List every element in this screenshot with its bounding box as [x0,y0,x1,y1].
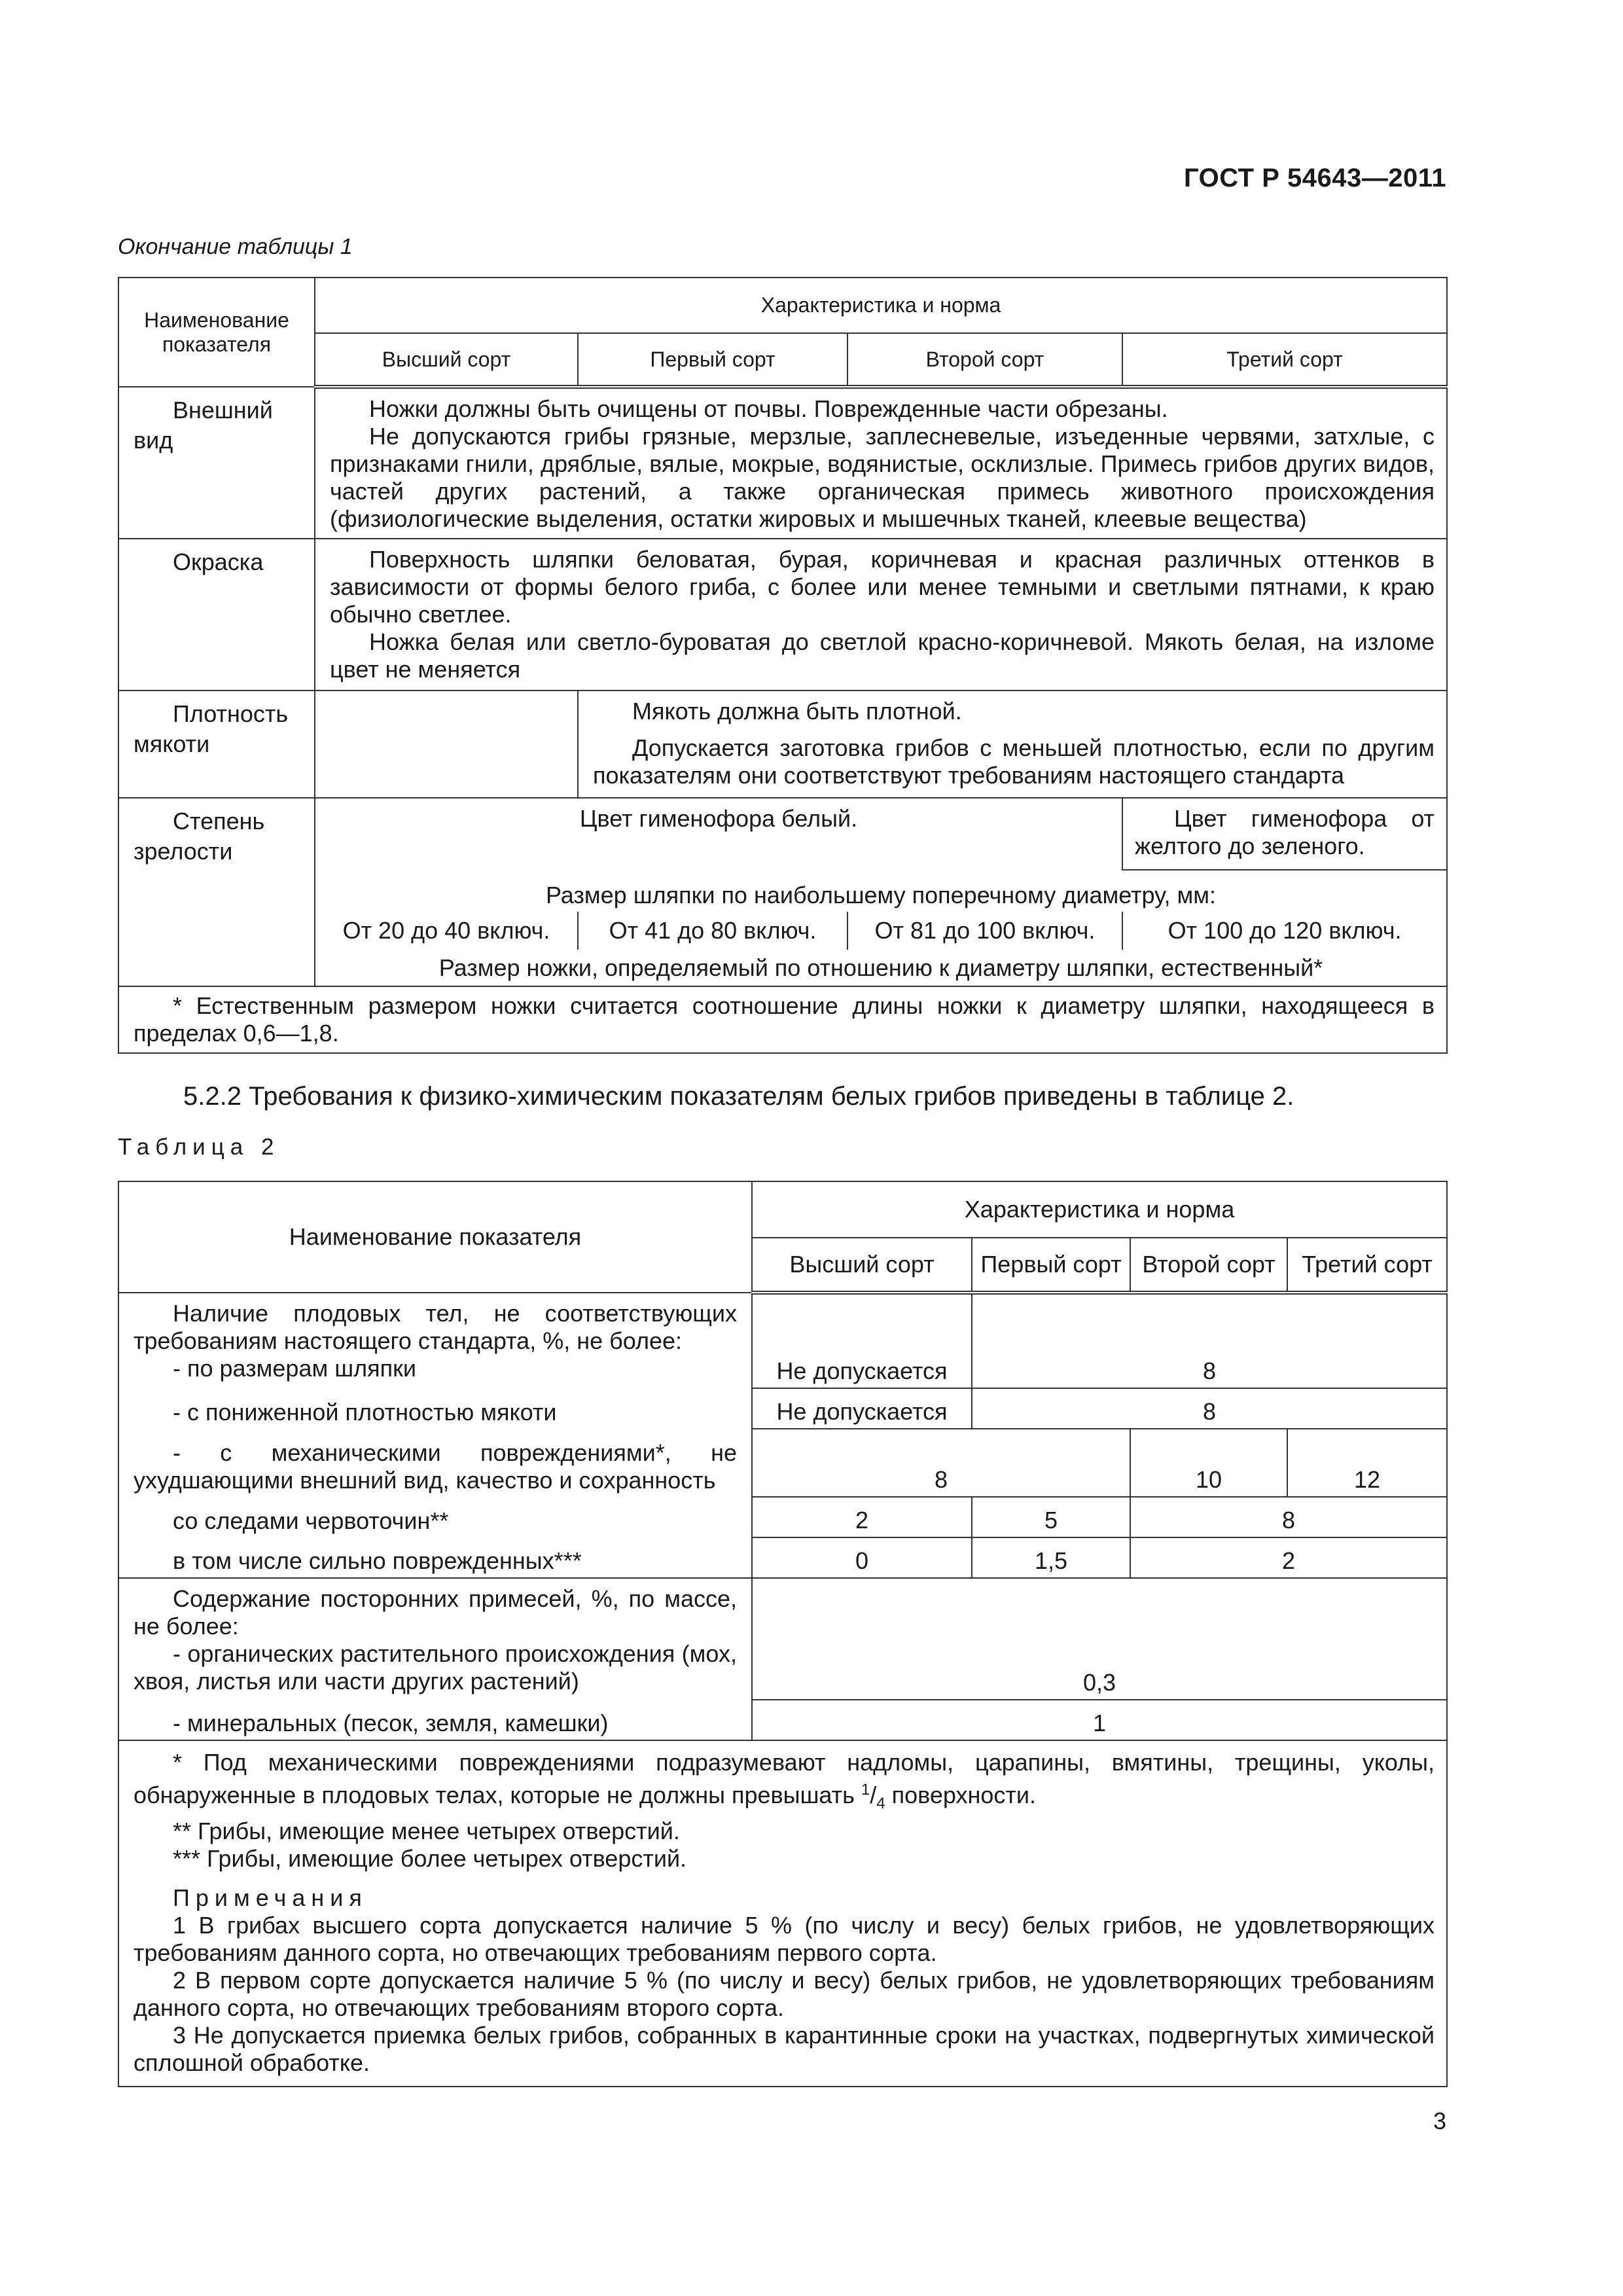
t1-footnote: * Естественным размером ножки считается соотношение длины ножки к диаметру шляпки, находящееся в пределах 0,6—1,8. [118,986,1447,1053]
t2-notes-title: Примечания [173,1884,368,1912]
t1-cap-size: От 81 до 100 включ. [847,912,1122,950]
t2-value: 10 [1130,1429,1287,1497]
t1-row-name: Степень зрелости [118,798,315,986]
t1-cap-size: От 20 до 40 включ. [315,912,578,950]
t2-mineral-label: - минеральных (песок, земля, камешки) [118,1700,752,1740]
t2-note-2: 2 В первом сорте допускается наличие 5 % (по числу и весу) белых грибов, не удовлетворяющих требованиям данного сорта, но отвечающих требованиям второго сорта. [134,1967,1435,2022]
table-1 [118,277,1448,1054]
t2-value: 8 [1130,1497,1447,1537]
t2-value: Не допускается [752,1293,972,1388]
t2-value: 8 [972,1388,1447,1429]
t2-head-grade: Второй сорт [1130,1238,1287,1293]
t2-value: 1 [752,1700,1447,1740]
t1-head-grade: Первый сорт [578,333,847,387]
t2-footnote-1: * Под механическими повреждениями подразумевают надломы, царапины, вмятины, трещины, уколы, обнаруженные в плодовых телах, которые не должны превышать $^1/_4$ поверхности. [134,1749,1435,1813]
t1-hymenophore-yellow: Цвет гименофора от желтого до зеленого. [1122,798,1447,870]
t1-row-density: Мякоть должна быть плотной. Допускается заготовка грибов с меньшей плотностью, если по другим показателям они соответствуют требованиям настоящего стандарта [578,691,1447,798]
t2-fruit-bodies-label: Наличие плодовых тел, не соответствующих требованиям настоящего стандарта, %, не более: - по размерам шляпки [118,1293,752,1388]
table-2 [118,1181,1448,2087]
t2-impurities-label: Содержание посторонних примесей, %, по массе, не более: - органических растительного происхождения (мох, хвоя, листья или части других растений) [118,1578,752,1700]
t2-value: 2 [752,1497,972,1537]
t2-head-group: Характеристика и норма [752,1181,1447,1238]
t2-value: Не допускается [752,1388,972,1429]
t2-value: 0 [752,1537,972,1578]
t2-head-grade: Третий сорт [1287,1238,1447,1293]
t2-value: 5 [972,1497,1130,1537]
t1-cap-size-title: Размер шляпки по наибольшему поперечному диаметру, мм: [315,870,1447,912]
t2-value: 0,3 [752,1578,1447,1700]
t1-stem-size: Размер ножки, определяемый по отношению к диаметру шляпки, естественный* [315,950,1447,986]
t1-cap-size: От 100 до 120 включ. [1122,912,1447,950]
t2-wormholes-label: со следами червоточин** [118,1497,752,1537]
t2-value: 2 [1130,1537,1447,1578]
t1-head-grade: Высший сорт [315,333,578,387]
paragraph-5-2-2: 5.2.2 Требования к физико-химическим показателям белых грибов приведены в таблице 2. [183,1082,1294,1111]
t1-hymenophore-white: Цвет гименофора белый. [315,798,1122,870]
t2-value: 8 [752,1429,1130,1497]
t2-footnote-2: ** Грибы, имеющие менее четырех отверстий. [173,1818,680,1845]
page-number: 3 [1433,2108,1446,2134]
t2-footnote-3: *** Грибы, имеющие более четырех отверстий. [173,1845,687,1873]
t2-note-1: 1 В грибах высшего сорта допускается наличие 5 % (по числу и весу) белых грибов, не удовлетворяющих требованиям данного сорта, но отвечающих требованиям первого сорта. [134,1912,1435,1967]
t1-row-name: Внешний вид [118,387,315,539]
t2-note-3: 3 Не допускается приемка белых грибов, собранных в карантинные сроки на участках, подвергнутых химической сплошной обработке. [134,2022,1435,2077]
t1-cap-size: От 41 до 80 включ. [578,912,847,950]
t2-heavily-damaged-label: в том числе сильно поврежденных*** [118,1537,752,1578]
t2-low-density-label: - с пониженной плотностью мякоти [118,1388,752,1429]
t2-head-name: Наименование показателя [118,1181,752,1293]
t2-head-grade: Первый сорт [972,1238,1130,1293]
t1-density-empty [315,691,578,798]
t2-footnotes-and-notes [118,1740,1447,2087]
t1-row-name: Окраска [118,539,315,691]
t1-head-grade: Третий сорт [1122,333,1447,387]
t1-row-name: Плотность мякоти [118,691,315,798]
t1-head-grade: Второй сорт [847,333,1122,387]
t2-value: 1,5 [972,1537,1130,1578]
t2-head-grade: Высший сорт [752,1238,972,1293]
table1-caption: Окончание таблицы 1 [118,234,353,259]
t1-head-group: Характеристика и норма [315,278,1447,333]
t2-value: 12 [1287,1429,1447,1497]
t2-mechanical-label: - с механическими повреждениями*, не ухудшающими внешний вид, качество и сохранность [118,1429,752,1497]
t1-row-color: Поверхность шляпки беловатая, бурая, коричневая и красная различных оттенков в зависимости от формы белого гриба, с более или менее темными и светлыми пятнами, к краю обычно светлее. Ножка белая или светло-буроватая до светлой красно-коричневой. Мякоть белая, на изломе цвет не меняется [315,539,1447,691]
standard-number: ГОСТ Р 54643—2011 [1184,164,1446,192]
table2-caption: Таблица 2 [118,1134,280,1160]
t1-row-appearance: Ножки должны быть очищены от почвы. Поврежденные части обрезаны. Не допускаются грибы грязные, мерзлые, заплесневелые, изъеденные червями, затхлые, с признаками гнили, дряблые, вялые, мокрые, водянистые, осклизлые. Примесь грибов других видов, частей других растений, а также органическая примесь животного происхождения (физиологические выделения, остатки жировых и мышечных тканей, клеевые вещества) [315,387,1447,539]
t1-head-name: Наименование показателя [118,278,315,387]
t2-value: 8 [972,1293,1447,1388]
